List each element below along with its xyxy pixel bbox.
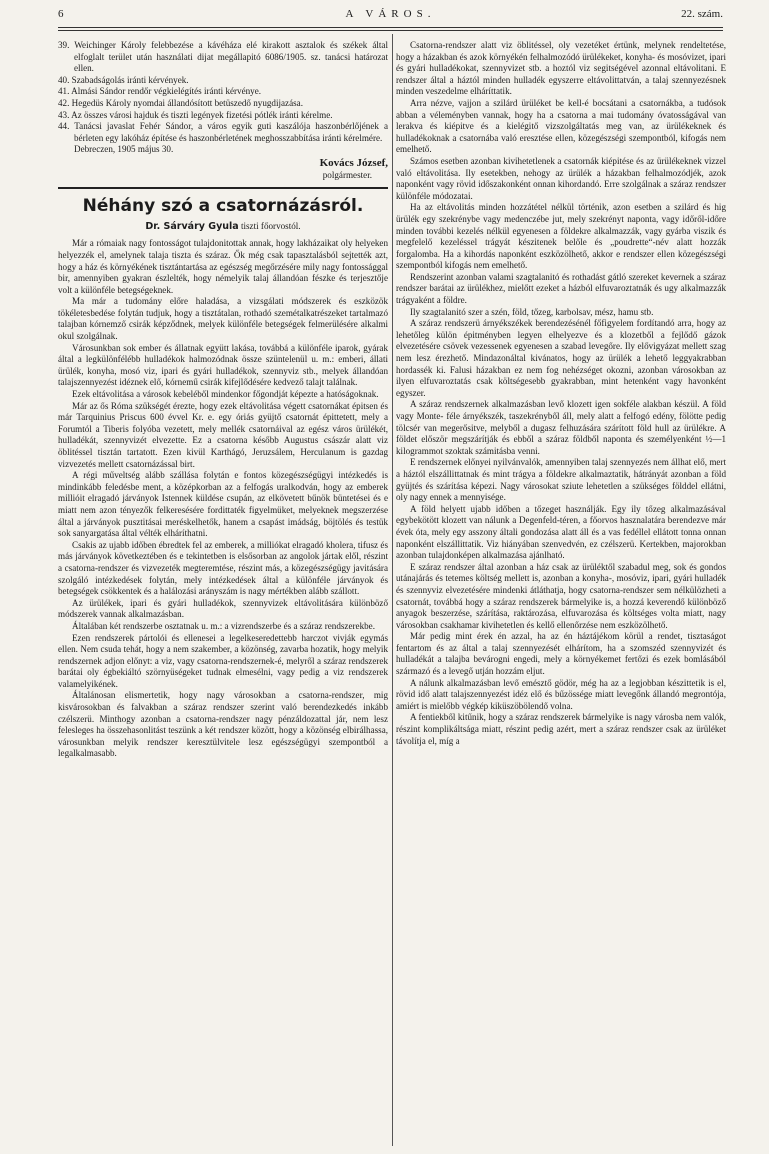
agenda-list — [58, 40, 388, 144]
header-rule-1 — [58, 27, 723, 28]
article-paragraph: E rendszernek előnyei nyilvánvalók, amennyiben talaj szennyezés nem állhat elő, mert a háztól elszállittatnak és mint trágya a földekre alkalmaztatik, hátrányát azonban a föld gyüjtés és szárítása képezi. Nagy városokat sziute lehetetlen a szükséges földdel ellátni, oly nagy ennek a mennyisége. — [396, 457, 726, 503]
article-paragraph: Általánosan elismertetik, hogy nagy városokban a csatorna-rendszer, mig kisvárosokban és falvakban a száraz rendszer szerint való berendezkedés inkább czélszerü. Minthogy azonban a csatorna-rendszer nagy pénzáldozattal jár, nem lesz felesleges ha összehasonlitást teszünk a két rendszer között, hogy a közönség elbirálhassa, városunkban melyik rendszer keresztülvitele lesz egészségügyi szempontból a legalkalmasabb. — [58, 690, 388, 759]
article-paragraph: Ha az eltávolitás minden hozzátétel nélkül történik, azon esetben a szilárd és hig ürülék egy szekrénybe vagy medenczébe jut, mely szekrényt naponta, vagy időről-időre minden további kezelés nélkül egyenesen a földekre alkalmazzák, vagy gyárba viszik és megfelelő kezeléssel trágyát készitenek belőle és „poudrette“-név alatt hozzák forgalomba. Ha a kihordás naponként eszközölhető, akkor e rendszer ellen közegészségi szempontból kifogás nem emelhető. — [396, 202, 726, 271]
article-paragraph: Rendszerint azonban valami szagtalanitó és rothadást gátló szereket kevernek a száraz rendszer barátai az ürülékhez, mielőtt ezeket a házból elfuvaroztatnák és ugy alkalmazzák trágyaként a földre. — [396, 271, 726, 306]
article-paragraph: Ezen rendszerek pártolói és ellenesei a legelkeseredettebb harczot vivják egymás ellen. Nem csuda tehát, hogy a nem szakember, a közönség, zavarba hozatik, hogy melyik rendszernek adjon előnyt: a viz, vagy csatorna-rendszernek-é, melyről a száraz rendszerek barátai oly égbekiáltó szörnyüségeket tudnak elmesélni, vagy pedig a viz rendszerek valamelyikének. — [58, 632, 388, 689]
signature-role: polgármester. — [322, 169, 372, 180]
agenda-item-40: 40. Szabadságolás iránti kérvények. — [58, 74, 189, 85]
author-name: Dr. Sárváry Gyula — [145, 220, 239, 232]
left-column — [58, 40, 388, 760]
page-number: 6 — [58, 8, 64, 20]
article-title: Néhány szó a csatornázásról. — [82, 196, 364, 217]
article-paragraph: Ezek eltávolitása a városok kebeléből mindenkor főgondját képezte a hatóságoknak. — [72, 389, 379, 400]
journal-title: A VÁROS. — [345, 8, 436, 20]
article-paragraph: A száraz rendszernek alkalmazásban levő klozett igen sokféle alakban készül. A föld vagy Monte- féle árnyékszék, taszekrényből áll, mely alatt a felfogó edény, fölötte pedig tölcsér van megerősitve, melyből a dugasz felhuzására szárított föld hull az ürülékre. A földet először megszárítják és ebből a száraz földből naponta és személyenként ½—1 kilogrammot szoktak számitásba venni. — [396, 399, 726, 456]
article-paragraph: E száraz rendszer által azonban a ház csak az ürüléktől szabadul meg, sok és gondos utánajárás és tetemes költség mellett is, azonban a konyha-, mosóviz, ipari, gyári hulladék és szennyviz elvezetésére mindenki átláthatja, hogy csatorna-rendszer sem nélkülözheti a csatornát, továbbá hogy a száraz rendszerek bármelyike is, a hozzá keverendő különböző anyagok beszerzése, szárítása, raktározása, elfuvarozása és költséges volta miatt, nagy városokban csakhamar kivihetetlen és kellő ellenőrzése nem eszközölhető. — [396, 561, 726, 630]
author-role: tiszti főorvostól. — [240, 220, 301, 231]
article-paragraph: A föld helyett ujabb időben a tőzeget használják. Egy ily tőzeg alkalmazásával egybekötött klozett van nálunk a Degenfeld-téren, a főorvos hasznalatára berendezve már évek óta, mely egy asszony általi gondozása alatt áll és a vas fedéllel ellátott tonna onnan naponként elszállittatik. Viz hiányában szenvedvén, ez czélszerü. Kertekben, majorokban azonban tulajdonképen alkalmazása ajánlható. — [396, 503, 726, 561]
article-paragraph: Már a rómaiak nagy fontosságot tulajdonitottak annak, hogy lakházaikat oly helyeken helyezzék el, amelynek talaja tiszta és száraz. Ők még csak tapasztalásból sejtették azt, hogy a ház és környékének tisztántartása az egészség megőrzésére mily nagy fontossággal bir, amennyiben gyakran észlelték, hogy némelyik talaj állandóan fészke és terjesztője volt a különféle betegségeknek. — [58, 238, 388, 295]
agenda-item-44: 44. Tanácsi javaslat Fehér Sándor, a város egyik guti kaszálója haszonbérlőjének a bérleten egy lakóház építése és haszonbérletének meghosszabbítása iránti kérelmére. — [58, 121, 388, 143]
article-paragraph: Ily szagtalanitó szer a szén, föld, tőzeg, karbolsav, mész, hamu stb. — [410, 306, 654, 317]
article-paragraph: Már pedig mint érek én azzal, ha az én háztájékom körül a rendet, tisztaságot fentartom és az által a talaj szennyezését elhárítom, ha a szomszéd szennyvizét és hulladékát a talajba bevárogni engedi, mely a környékemet fertőzi és ezek bomlásából származó és a levegő utján hozzám eljut. — [396, 631, 726, 677]
signature-date: Debreczen, 1905 május 30. — [74, 144, 174, 155]
signature-name: Kovács József, — [319, 156, 388, 169]
right-column — [396, 40, 726, 747]
article-paragraph: Számos esetben azonban kivihetetlenek a csatornák kiépitése és az ürülékeknek vizzel való eltávolitása. Ily esetekben, nehogy az ürülék a házakban felhalmozódjék, azok naponként vagy rövid időszakonként onnan kihordandó. Erre szolgálnak a száraz rendszer különféle módozatai. — [396, 155, 726, 201]
article-paragraph: Csatorna-rendszer alatt viz öblitéssel, oly vezetéket értünk, melynek rendeltetése, hogy a házakban és azok környékén felhalmozódó ürülékeket, konyha- és mosóvizet, ipari és gyári hulladékokat, szennyvizet stb. a hoztól viz segitségével azonnal eltávolitani. E rendszer által a háztól minden hulladék egyszerre eltávolittatván, a talaj szennyezésnek minden veszedelme elháríttatik. — [396, 40, 726, 97]
article-author — [58, 221, 388, 233]
agenda-item-42: 42. Hegedüs Károly nyomdai állandósított betüszedő nyugdijazása. — [58, 97, 303, 108]
article-paragraph: Általában két rendszerbe osztatnak u. m.: a vizrendszerbe és a száraz rendszerekbe. — [72, 620, 375, 631]
agenda-item-41: 41. Almási Sándor rendőr végkielégítés iránti kérvénye. — [58, 86, 262, 97]
article-paragraph: Az ürülékek, ipari és gyári hulladékok, szennyvizek eltávolitására különböző módszerek vannak alkalmazásban. — [58, 597, 388, 620]
issue-number: 22. szám. — [681, 8, 723, 20]
article-paragraph: Csakis az ujabb időben ébredtek fel az emberek, a milliókat elragadó kholera, tifusz és más járványok következtében és e tekintetben is elsősorban az angolok jártak elől, részint a csatorna-rendszer és vizvezeték megteremtése, részint más, a közegészségügy javitására szolgáló intézkedések folytán, mely intézkedések által a különféle járványok és betegségek csökkentek és a halálozási arányszám is nagy mértékben alább szállott. — [58, 539, 388, 597]
article-paragraph: A nálunk alkalmazásban levő emésztő gödör, még ha az a legjobban készittetik is el, rövid idő alatt talajszennyezést idéz elő és bűzössége miatt levegőnk állandó megrontója, amiért is mielőbb végkép kiküszöbölendő volna. — [396, 677, 726, 711]
article-paragraph: A régi műveltség alább szállása folytán e fontos közegészségügyi intézkedés is mindinkább feledésbe ment, a középkorban az a felfogás uralkodván, hogy az emberek millióit elragadó járványok Istennek küldése csupán, az elkövetett bűnök büntetései és e miatt nem azon tényezők felkeresésére fordittaték figyelmüket, melyeknek megszerzése által a járványok pusztitásai meréskelhetők, hanem a csapást imádság, böjtölés és testük sok sanyargatása által vélték elháríthatni. — [58, 470, 388, 539]
column-divider — [392, 34, 393, 1146]
agenda-item-39: 39. Weichinger Károly felebbezése a kávéháza elé kirakott asztalok és székek által elfoglalt terület után használati dijat megállapitó 6086/1905. sz. tanácsi határozat ellen. — [58, 40, 388, 74]
article-paragraph: Ma már a tudomány előre haladása, a vizsgálati módszerek és eszközök tökéletesbedése folytán tudjuk, hogy a tisztátalan, rothadó szemétalkatrészeket tartalmazó talajban kórnemző csirák képződnek, melyek különféle betegségek felmerülésére alkalmi okul szolgálnak. — [58, 296, 388, 342]
agenda-item-43: 43. Az összes városi hajduk és tiszti legények fizetési pótlék iránti kérelme. — [58, 109, 333, 120]
page-header — [58, 8, 723, 26]
article-paragraph: Városunkban sok ember és állatnak együtt lakása, továbbá a különféle iparok, gyárak által a legkülönfélébb hulladékok halmozódnak össze szüntelenül u. m.: emberi, állati ürülék, konyha, mosó viz, ipari és gyári hulladékok, szennyviz stb., melyek állandóan talajszennyezést idéznek elő, kórnemű csirák kifejlődésére kedvező talajt találnak. — [58, 342, 388, 388]
article-paragraph: Arra nézve, vajjon a szilárd ürüléket be kell-é bocsátani a csatornákba, a tudósok abban a véleményben vannak, hogy ha a csatorna a mai tudomány óvatosságával van lerakva és kiépitve és a kielégitő vizszolgáltatás meg van, az ürülékeknek és hulladékoknak a csatornába való eresztése ellen, közegészségi szempontból, kifogás nem emelhető. — [396, 97, 726, 155]
article-paragraph: A száraz rendszerü árnyékszékek berendezésénél főfigyelem fordítandó arra, hogy az lehetőleg külön épitményben legyen elhelyezve és a klozetből a fejlődő gázok elvezetésére csövek vezessenek egyenesen a szabad levegőre. Ily elővigyázat mellett szag nem lesz érezhető. Mindazonáltal kivánatos, hogy az ürülék a lehető leggyakrabban hordassék ki. Falusi házakban ez nem fog nehézséget okozni, azonban városokban az ilyen elfuvaroztatás csak költségesebb gyakrabban, mint hetenként vagy havonként egyszer. — [396, 318, 726, 398]
article-paragraph: A fentiekből kitűnik, hogy a száraz rendszerek bármelyike is nagy városba nem valók, részint komplikáltsága miatt, részint pedig azért, mert a száraz rendszer csak az ürüléket távolítja el, míg a — [396, 712, 726, 746]
header-rule-2 — [58, 30, 723, 31]
section-divider — [58, 187, 388, 189]
article-paragraph: Már az ős Róma szükségét érezte, hogy ezek eltávolitása végett csatornákat épitsen és már Tarquinius Priscus 600 évvel Kr. e. egy óriás gyüjtő csatornát épittetett, mely a Forumtól a Tiberis folyóba vezetett, mely mellék csatornáival az egész város ürülékét, hulladékát, szennyvizét elvezette. Ez a csatorna később Augustus császár alatt viz öblitéssel tisztán tartatott. Ezen kivül Karthágó, Jeruzsálem, Herculanum is gazdag vizvezetés mellett csatornázással birt. — [58, 400, 388, 469]
